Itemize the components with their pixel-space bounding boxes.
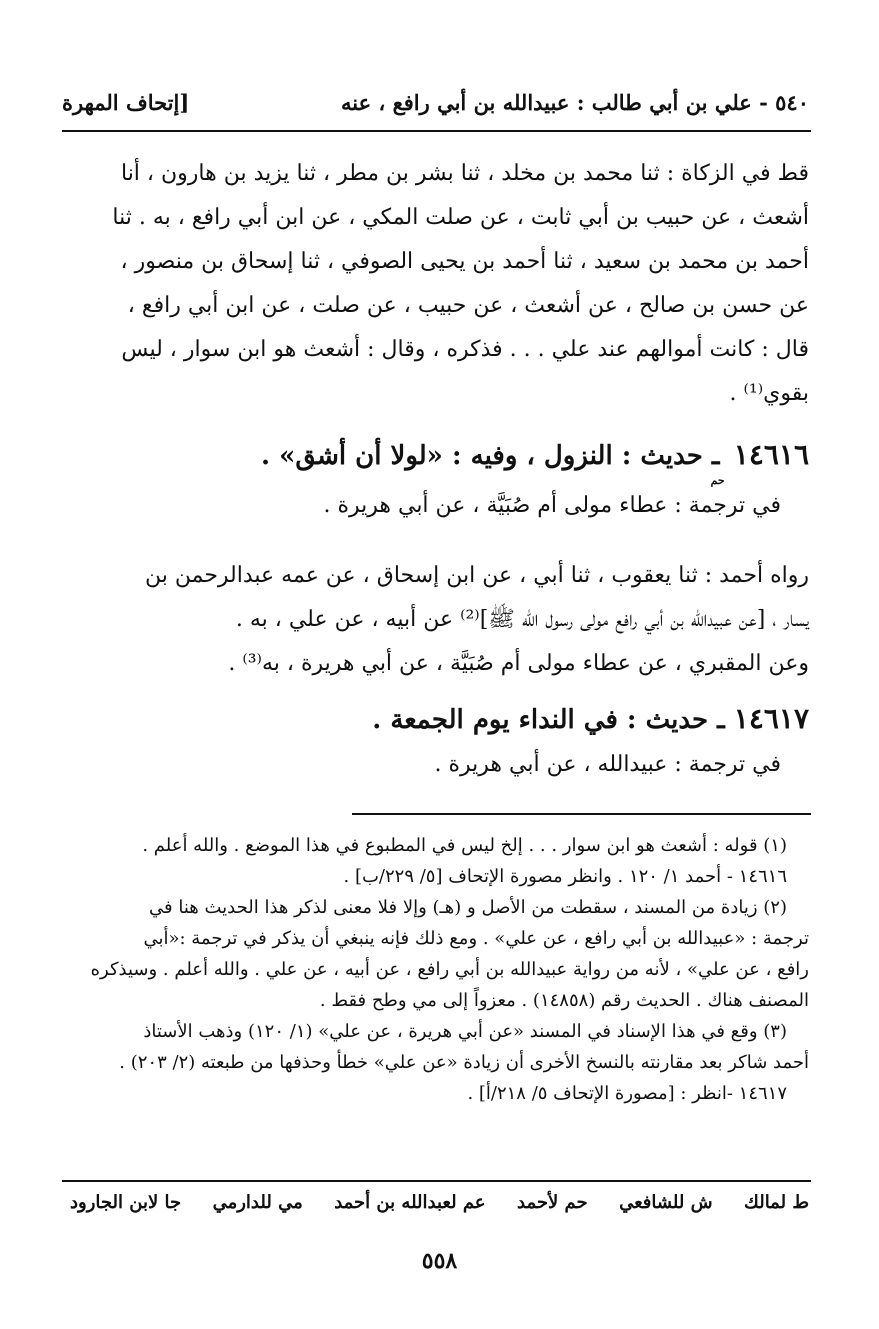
text-line: قال : كانت أموالهم عند علي . . . فذكره ، وقال : أشعث هو ابن سوار ، ليس <box>121 337 809 362</box>
header-book-name: [إتحاف المهرة <box>62 90 190 115</box>
text-line: عن حسن بن صالح ، عن أشعث ، عن حبيب ، عن صلت ، عن ابن أبي رافع ، <box>127 293 809 318</box>
text-line: قط في الزكاة : ثنا محمد بن مخلد ، ثنا بشر بن مطر ، ثنا يزيد بن هارون ، أنا <box>120 161 809 186</box>
text-line: أحمد بن محمد بن سعيد ، ثنا أحمد بن يحيى الصوفي ، ثنا إسحاق بن منصور ، <box>120 249 809 274</box>
legend-item: حم لأحمد <box>517 1192 588 1213</box>
tarjama-line: في ترجمة : عطاء مولى أم صُبَيَّة ، عن أبي هريرة . <box>323 493 781 518</box>
tarjama-line: في ترجمة : عبيدالله ، عن أبي هريرة . <box>434 752 781 777</box>
footnote-line: رافع ، عن علي» ، لأنه من رواية عبيدالله بن أبي رافع ، عن أبيه ، عن علي . والله أعلم . وسيذكره <box>90 959 809 980</box>
hadith-number: ١٤٦١٧ <box>733 702 809 735</box>
header-rule <box>62 130 811 132</box>
main-text-block-2 <box>70 554 809 686</box>
running-header <box>62 90 809 115</box>
text-line: وعن المقبري ، عن عطاء مولى أم صُبَيَّة ، عن أبي هريرة ، به⁽³⁾ . <box>228 651 809 676</box>
hadith-heading <box>70 694 809 745</box>
footnote-rule <box>352 813 811 815</box>
footnote-line: (٢) زيادة من المسند ، سقطت من الأصل و (هـ) وإلا فلا معنى لذكر هذا الحديث هنا في <box>149 897 787 918</box>
text-line: أشعث ، عن حبيب بن أبي ثابت ، عن صلت المكي ، عن ابن أبي رافع ، به . ثنا <box>112 205 809 230</box>
text-line: بقوي⁽¹⁾ . <box>729 381 809 406</box>
footnotes <box>70 830 809 1109</box>
header-title: ٥٤٠ - علي بن أبي طالب : عبيدالله بن أبي رافع ، عنه <box>341 90 809 115</box>
hadith-entry-14616 <box>70 430 809 526</box>
page-number: ٥٥٨ <box>421 1248 458 1274</box>
footnote-line: ١٤٦١٧ -انظر : [مصورة الإتحاف ٥/ ٢١٨/أ] . <box>467 1083 787 1104</box>
hadith-entry-14617 <box>70 694 809 785</box>
legend-item: مي للدارمي <box>212 1192 303 1213</box>
text-line: رواه أحمد : ثنا يعقوب ، ثنا أبي ، عن ابن إسحاق ، عن عمه عبدالرحمن بن <box>144 563 809 588</box>
footnote-line: (٣) وقع في هذا الإسناد في المسند «عن أبي هريرة ، عن علي» (١/ ١٢٠) وذهب الأستاذ <box>143 1021 787 1042</box>
main-text-block-1 <box>70 152 809 416</box>
source-mark: حم <box>710 474 725 487</box>
footnote-line: أحمد شاكر بعد مقارنته بالنسخ الأخرى أن زيادة «عن علي» خطأ وحذفها من طبعته (٢/ ٢٠٣) . <box>119 1052 809 1073</box>
legend-item: ط لمالك <box>744 1192 809 1213</box>
footnote-line: (١) قوله : أشعث هو ابن سوار . . . إلخ ليس في المطبوع في هذا الموضع . والله أعلم . <box>142 835 787 856</box>
hadith-heading <box>70 430 809 486</box>
text-line: يسار ، [عن عبيدالله بن أبي رافع مولى رسول الله ﷺ]⁽²⁾ عن أبيه ، عن علي ، به . <box>235 607 809 632</box>
legend-item: ش للشافعي <box>619 1192 713 1213</box>
legend-rule <box>62 1180 811 1182</box>
hadith-number: ١٤٦١٦ <box>733 438 809 471</box>
footnote-line: ترجمة : «عبيدالله بن أبي رافع ، عن علي» . ومع ذلك فإنه ينبغي أن يذكر في ترجمة :«أبي <box>143 928 809 949</box>
footnote-line: ١٤٦١٦ - أحمد ١/ ١٢٠ . وانظر مصورة الإتحاف [٥/ ٢٢٩/ب] . <box>343 866 787 887</box>
footnote-line: المصنف هناك . الحديث رقم (١٤٨٥٨) . معزواً إلى مي وطح فقط . <box>319 990 809 1011</box>
abbreviation-legend <box>70 1192 809 1213</box>
hadith-title: ـ حديث : النزول ، وفيه : «لولا أن أشق» . <box>261 441 720 471</box>
legend-item: عم لعبدالله بن أحمد <box>334 1192 486 1213</box>
hadith-title: ـ حديث : في النداء يوم الجمعة . <box>372 705 725 735</box>
legend-item: جا لابن الجارود <box>70 1192 182 1213</box>
